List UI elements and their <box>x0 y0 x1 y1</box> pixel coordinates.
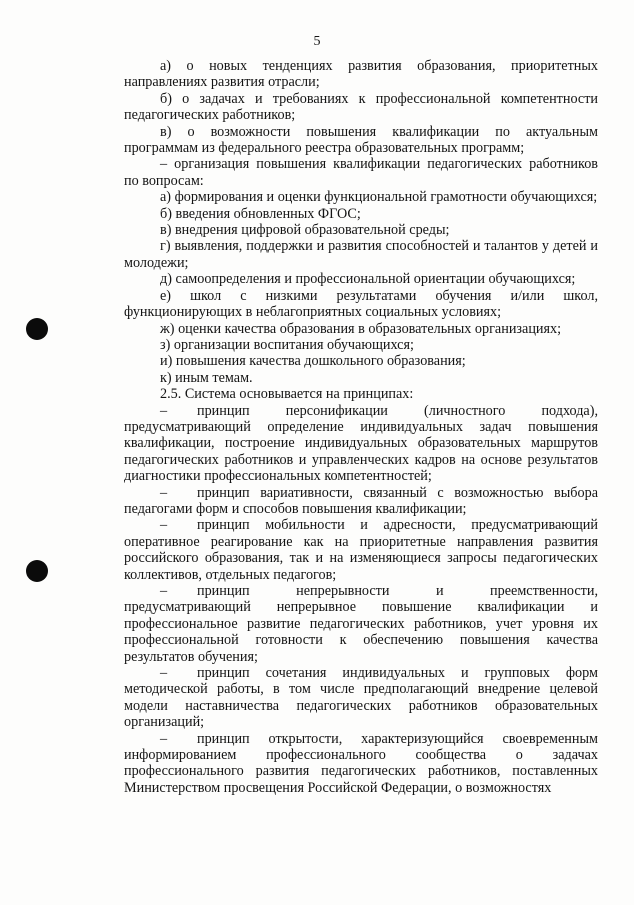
list-item-zh: ж) оценки качества образования в образовательных организациях; <box>160 320 562 337</box>
principle-openness <box>124 731 598 797</box>
principle-continuity <box>124 583 598 665</box>
list-item-e: е) школ с низкими результатами обучения и/или школ, функционирующих в неблагоприятных социальных условиях; <box>124 287 598 321</box>
list-item-a: а) формирования и оценки функциональной грамотности обучающихся; <box>160 189 598 206</box>
list-item-b: б) введения обновленных ФГОС; <box>160 205 361 222</box>
dash-marker: – <box>160 484 168 501</box>
list-item-k: к) иным темам. <box>160 369 253 386</box>
list-item-g: г) выявления, поддержки и развития способностей и талантов у детей и молодежи; <box>124 238 598 271</box>
principle-variability <box>124 485 598 518</box>
dash-marker: – <box>160 665 168 682</box>
section-2-5-heading: 2.5. Система основывается на принципах: <box>160 386 414 403</box>
dash-marker: – <box>160 730 168 747</box>
principle-personification <box>124 403 598 485</box>
paragraph-a-trends: а) о новых тенденциях развития образования, приоритетных направлениях развития отрасли; <box>124 58 598 91</box>
dash-marker: – <box>160 583 168 599</box>
paragraph-b-requirements: б) о задачах и требованиях к профессиональной компетентности педагогических работников; <box>124 90 598 124</box>
document-body <box>124 58 598 796</box>
principle-text: принцип непрерывности и преемственности, предусматривающий непрерывное повышение квалификации и профессиональное развитие педагогических работников, учет уровня их профессиональной готовности к обеспечению повышения качества результатов обучения; <box>124 583 598 665</box>
principle-combination <box>124 665 598 731</box>
list-item-i: и) повышения качества дошкольного образования; <box>160 353 466 370</box>
dash-marker: – <box>160 517 168 534</box>
paragraph-organization-questions: – организация повышения квалификации педагогических работников по вопросам: <box>124 156 598 189</box>
dash-marker: – <box>160 402 168 419</box>
paragraph-v-qualification-programs: в) о возможности повышения квалификации по актуальным программам из федерального реестра образовательных программ; <box>124 123 598 157</box>
list-item-v: в) внедрения цифровой образовательной среды; <box>160 222 450 239</box>
principle-text: принцип сочетания индивидуальных и групповых форм методической работы, в том числе предполагающий внедрение целевой модели наставничества педагогических работников образовательных организаций; <box>124 665 598 731</box>
principle-text: принцип вариативности, связанный с возможностью выбора педагогами форм и способов повышения квалификации; <box>124 484 598 517</box>
principle-text: принцип мобильности и адресности, предусматривающий оперативное реагирование как на приоритетные направления развития российского образования, так и на изменяющиеся запросы педагогических коллективов, отдельных педагогов; <box>124 517 598 583</box>
punch-hole-bottom <box>26 560 48 582</box>
punch-hole-top <box>26 318 48 340</box>
principle-text: принцип персонификации (личностного подхода), предусматривающий определение индивидуальных задач повышения квалификации, построение индивидуальных образовательных маршрутов педагогических работников и управленческих кадров на основе результатов диагностики профессиональных компетентностей; <box>124 402 598 485</box>
principle-text: принцип открытости, характеризующийся своевременным информированием профессионального сообщества о задачах профессионального развития педагогических работников, поставленных Министерством просвещения Российской Федерации, о возможностях <box>124 730 598 796</box>
list-item-d: д) самоопределения и профессиональной ориентации обучающихся; <box>160 271 576 288</box>
principle-mobility <box>124 517 598 583</box>
page-number: 5 <box>313 34 321 49</box>
list-item-z: з) организации воспитания обучающихся; <box>160 336 414 353</box>
